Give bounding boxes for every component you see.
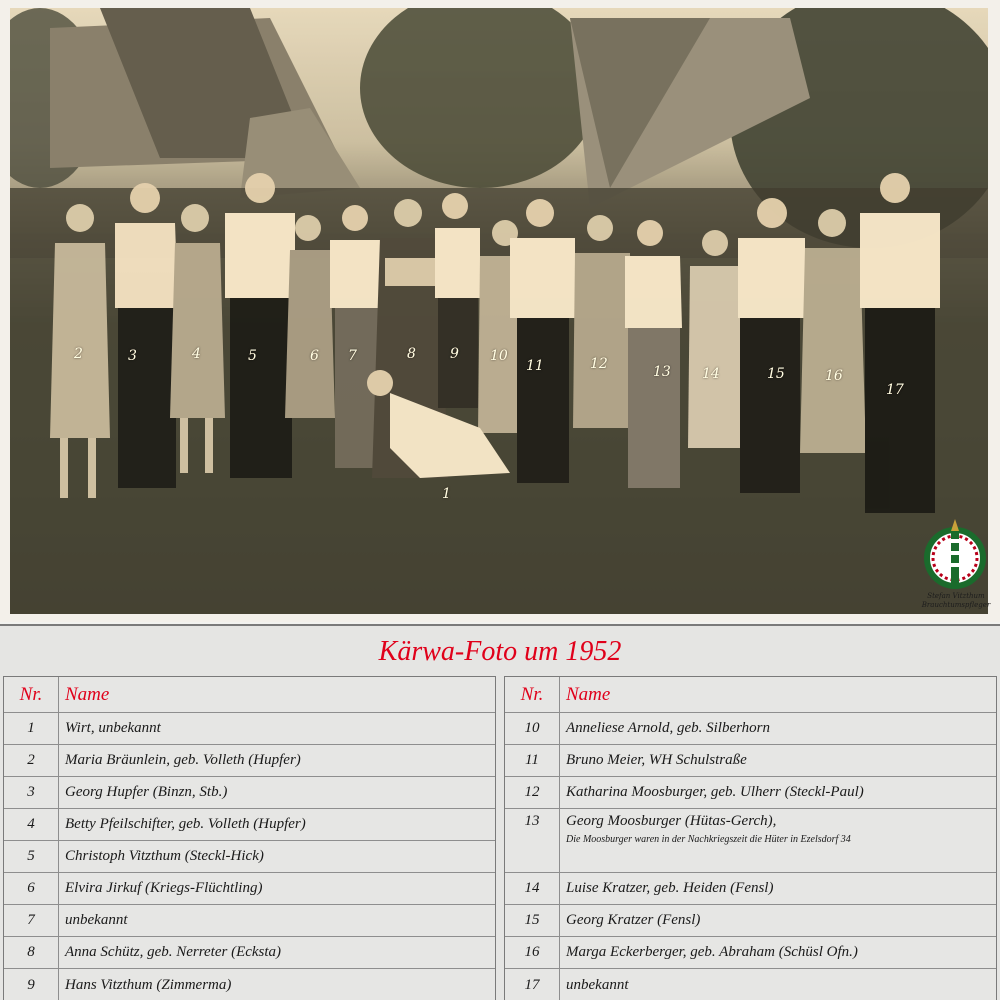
table-row [4,713,495,745]
table-row [505,745,996,777]
row-name: Maria Bräunlein, geb. Volleth (Hupfer) [65,752,301,768]
photo-number-label: 3 [128,348,137,364]
table-row [4,873,495,905]
row-nr: 13 [505,809,560,872]
table-row [505,969,996,1000]
row-name: Georg Kratzer (Fensl) [566,912,701,928]
group-photo [10,8,988,614]
table-row [505,905,996,937]
list-title: Kärwa-Foto um 1952 [378,636,622,667]
header-nr: Nr. [505,677,560,712]
photo-number-label: 7 [348,348,357,364]
row-name: Anna Schütz, geb. Nerreter (Ecksta) [65,944,282,960]
row-name: Hans Vitzthum (Zimmerma) [65,976,232,993]
row-nr: 14 [505,873,560,904]
table-header [505,677,996,713]
table-row [4,969,495,1000]
photo-number-label: 2 [74,346,83,362]
row-note: Die Moosburger waren in der Nachkriegszeit die Hüter in Ezelsdorf 34 [566,834,851,845]
row-nr: 16 [505,937,560,968]
row-nr: 6 [4,873,59,904]
table-row [505,809,996,873]
row-name: Anneliese Arnold, geb. Silberhorn [566,720,771,736]
photo-number-label: 12 [590,356,608,372]
row-nr: 5 [4,841,59,872]
photo-number-label: 13 [653,364,671,380]
row-name: Elvira Jirkuf (Kriegs-Flüchtling) [65,880,263,896]
row-name: Bruno Meier, WH Schulstraße [566,752,747,768]
table-row [4,937,495,969]
row-nr: 2 [4,745,59,776]
photo-number-label: 6 [310,348,319,364]
table-row [4,809,495,841]
photo-number-label: 10 [490,348,508,364]
row-nr: 7 [4,905,59,936]
photo-number-label: 14 [702,366,720,382]
row-name: Georg Moosburger (Hütas-Gerch), [566,813,777,829]
table-row [505,713,996,745]
row-nr: 4 [4,809,59,840]
row-name: Christoph Vitzthum (Steckl-Hick) [65,848,264,864]
row-name: Luise Kratzer, geb. Heiden (Fensl) [566,880,774,896]
row-name: Wirt, unbekannt [65,720,161,736]
name-list-panel [0,624,1000,1000]
row-nr: 10 [505,713,560,744]
table-row [505,777,996,809]
emblem-caption-name: Stefan Vitzthum [927,592,985,600]
header-name: Name [65,683,110,705]
row-name: unbekannt [65,912,128,928]
row-name: Georg Hupfer (Binzn, Stb.) [65,784,228,800]
name-table-right [504,676,997,1000]
emblem-caption-role: Brauchtumspfleger [921,601,991,609]
row-nr: 12 [505,777,560,808]
row-name: Katharina Moosburger, geb. Ulherr (Steckl-Paul) [566,784,864,800]
photo-number-label: 15 [767,366,785,382]
row-name: Betty Pfeilschifter, geb. Volleth (Hupfer) [65,816,306,832]
row-nr: 1 [4,713,59,744]
row-name: unbekannt [566,976,629,993]
row-name-cell [560,809,996,872]
photo-number-label: 9 [450,346,459,362]
row-nr: 8 [4,937,59,968]
photo-number-label: 4 [192,346,201,362]
photo-number-label: 16 [825,368,843,384]
table-row [4,745,495,777]
photo-illustration [10,8,988,614]
photo-number-label: 17 [886,382,904,398]
photo-number-label: 8 [407,346,416,362]
row-nr: 11 [505,745,560,776]
photo-number-label: 11 [526,358,544,374]
table-header [4,677,495,713]
row-nr: 17 [505,969,560,1000]
row-nr: 15 [505,905,560,936]
table-row [505,873,996,905]
row-name: Marga Eckerberger, geb. Abraham (Schüsl Ofn.) [566,944,858,960]
photo-number-label: 5 [248,348,257,364]
header-name: Name [566,683,611,705]
header-nr: Nr. [4,677,59,712]
name-table-left [3,676,496,1000]
photo-number-label: 1 [442,486,451,502]
table-row [505,937,996,969]
row-nr: 3 [4,777,59,808]
table-row [4,841,495,873]
table-row [4,777,495,809]
table-row [4,905,495,937]
row-nr: 9 [4,969,59,1000]
